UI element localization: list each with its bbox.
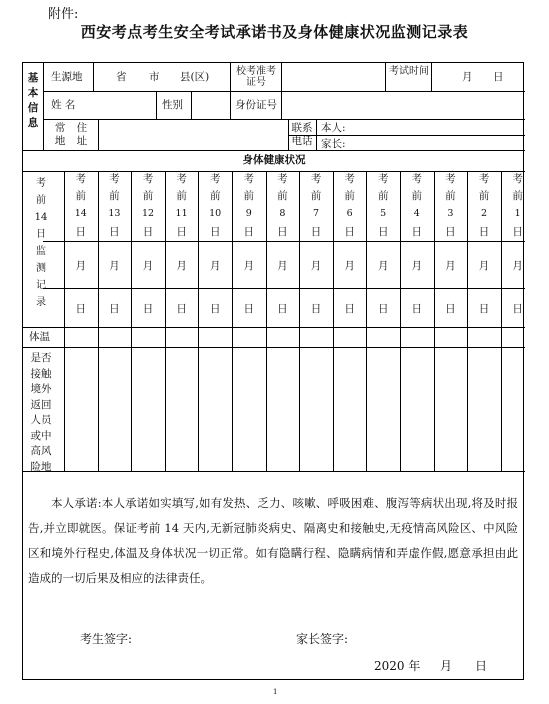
day-header-char: 前 <box>142 190 154 202</box>
record-day-char: 日 <box>176 303 187 315</box>
day-header-char: 日 <box>109 226 120 238</box>
exam-time-label: 考试时间 <box>389 66 429 77</box>
day-header-char: 考 <box>411 173 423 185</box>
basic-info-label: 基本信息 <box>27 72 39 129</box>
record-month-char: 月 <box>310 260 322 272</box>
day-header-number: 12 <box>141 208 155 219</box>
self-phone-label: 本人: <box>321 122 346 134</box>
day-header-char: 日 <box>75 226 87 238</box>
phone-label: 联系电话 <box>291 122 313 147</box>
day-header-char: 考 <box>142 173 154 185</box>
record-day-char: 日 <box>344 303 355 315</box>
record-day-char: 日 <box>209 303 221 315</box>
day-header-number: 3 <box>447 208 454 219</box>
page-number: 1 <box>273 688 278 696</box>
record-month-char: 月 <box>512 260 523 272</box>
date-day: 日 <box>475 659 488 673</box>
day-header-char: 考 <box>243 173 255 185</box>
row-line <box>43 241 525 242</box>
day-header-char: 日 <box>411 226 423 238</box>
col-line <box>93 63 94 91</box>
parent-phone-label: 家长: <box>321 138 346 150</box>
day-header-char: 考 <box>109 173 120 185</box>
record-day-char: 日 <box>377 303 389 315</box>
col-line <box>43 63 44 150</box>
day-header-number: 14 <box>74 208 87 219</box>
day-header-char: 前 <box>411 190 423 202</box>
record-month-char: 月 <box>243 260 255 272</box>
col-line <box>230 63 231 119</box>
record-month-char: 月 <box>277 260 288 272</box>
record-month-char: 月 <box>377 260 389 272</box>
row-line <box>288 135 525 136</box>
row-line <box>23 150 525 151</box>
attachment-label: 附件: <box>48 7 79 22</box>
record-month-char: 月 <box>176 260 187 272</box>
row-line <box>43 119 525 120</box>
day-header-char: 前 <box>445 190 456 202</box>
day-header-char: 日 <box>142 226 154 238</box>
day-header-number: 11 <box>175 208 188 219</box>
record-month-char: 月 <box>411 260 423 272</box>
contact-risk-label: 是否接触境外返回人员或中高风险地 <box>30 352 52 473</box>
record-day-char: 日 <box>277 303 288 315</box>
gender-label: 性别 <box>162 99 183 111</box>
day-header-char: 前 <box>277 190 288 202</box>
address-label: 常 住 地 址 <box>54 122 92 147</box>
record-day-char: 日 <box>445 303 456 315</box>
exam-day: 日 <box>493 71 504 83</box>
student-signature-label: 考生签字: <box>80 632 133 646</box>
day-header-char: 考 <box>377 173 389 185</box>
col-line <box>98 119 99 150</box>
origin-label: 生源地 <box>51 71 83 83</box>
temperature-label: 体温 <box>29 331 50 343</box>
day-header-char: 日 <box>445 226 456 238</box>
day-header-char: 日 <box>209 226 221 238</box>
day-header-number: 8 <box>279 208 286 219</box>
day-header-char: 日 <box>512 226 523 238</box>
day-header-char: 考 <box>478 173 490 185</box>
day-header-number: 9 <box>245 208 252 219</box>
record-day-char: 日 <box>411 303 423 315</box>
record-day-char: 日 <box>243 303 255 315</box>
day-header-char: 前 <box>478 190 490 202</box>
day-header-char: 日 <box>478 226 490 238</box>
form-title: 西安考点考生安全考试承诺书及身体健康状况监测记录表 <box>80 23 469 41</box>
day-header-char: 考 <box>277 173 288 185</box>
day-header-char: 前 <box>243 190 255 202</box>
day-header-number: 5 <box>380 208 387 219</box>
admission-number-label: 校考准考证号 <box>236 66 276 88</box>
record-day-char: 日 <box>75 303 87 315</box>
day-header-char: 考 <box>75 173 87 185</box>
row-line <box>23 471 525 472</box>
day-header-char: 前 <box>310 190 322 202</box>
name-label: 姓 名 <box>51 99 76 111</box>
col-line <box>156 91 157 119</box>
province-label: 省 <box>116 71 127 83</box>
record-day-char: 日 <box>512 303 523 315</box>
record-month-char: 月 <box>109 260 120 272</box>
record-month-char: 月 <box>478 260 490 272</box>
row-line <box>43 91 525 92</box>
day-header-char: 日 <box>277 226 288 238</box>
day-header-char: 考 <box>209 173 221 185</box>
day-header-char: 日 <box>377 226 389 238</box>
day-header-char: 前 <box>75 190 87 202</box>
col-line <box>281 63 282 119</box>
day-header-number: 2 <box>480 208 487 219</box>
day-header-char: 考 <box>310 173 322 185</box>
pledge-text: 本人承诺:本人承诺如实填写,如有发热、乏力、咳嗽、呼吸困难、腹泻等病状出现,将及时报告,并立即就医。保证考前 14 天内,无新冠肺炎病史、隔离史和接触史,无疫情高风险区、中风险区和境外行程史,体温及身体状况一切正常。如有隐瞒行程、隐瞒病情和弄虚作假,愿意承担由此造成的一切后果及相应的法律责任。 <box>28 496 518 585</box>
day-header-number: 6 <box>346 208 353 219</box>
day-header-char: 日 <box>243 226 255 238</box>
health-section-title: 身体健康状况 <box>242 154 306 166</box>
id-number-label: 身份证号 <box>235 99 277 111</box>
day-header-char: 前 <box>209 190 221 202</box>
day-header-char: 日 <box>310 226 322 238</box>
day-header-char: 前 <box>512 190 523 202</box>
col-line <box>288 119 289 150</box>
monitor-record-label: 考前14日监测记录 <box>34 178 48 308</box>
day-header-char: 前 <box>109 190 120 202</box>
record-day-char: 日 <box>142 303 154 315</box>
day-header-char: 日 <box>344 226 355 238</box>
day-header-number: 10 <box>209 208 222 219</box>
day-header-number: 1 <box>514 208 521 219</box>
row-line <box>43 288 525 289</box>
col-line <box>385 63 386 91</box>
day-header-number: 4 <box>413 208 420 219</box>
city-label: 市 <box>149 71 160 83</box>
day-header-char: 考 <box>176 173 187 185</box>
date-year: 2020 年 <box>374 659 421 673</box>
record-month-char: 月 <box>75 260 87 272</box>
day-header-number: 7 <box>312 208 319 219</box>
exam-month: 月 <box>462 71 473 83</box>
record-month-char: 月 <box>445 260 456 272</box>
day-header-char: 前 <box>377 190 389 202</box>
record-month-char: 月 <box>142 260 154 272</box>
day-header-char: 考 <box>445 173 456 185</box>
day-header-char: 前 <box>344 190 355 202</box>
day-header-char: 日 <box>176 226 187 238</box>
day-header-char: 前 <box>176 190 187 202</box>
record-day-char: 日 <box>478 303 490 315</box>
record-day-char: 日 <box>109 303 120 315</box>
parent-signature-label: 家长签字: <box>296 632 349 646</box>
record-month-char: 月 <box>344 260 355 272</box>
day-header-char: 考 <box>344 173 355 185</box>
record-month-char: 月 <box>209 260 221 272</box>
date-month: 月 <box>440 659 453 673</box>
day-header-number: 13 <box>108 208 121 219</box>
record-day-char: 日 <box>310 303 322 315</box>
col-line <box>431 63 432 91</box>
col-line <box>191 91 192 119</box>
day-header-char: 考 <box>512 173 523 185</box>
col-line <box>316 119 317 150</box>
county-label: 县(区) <box>180 71 210 83</box>
